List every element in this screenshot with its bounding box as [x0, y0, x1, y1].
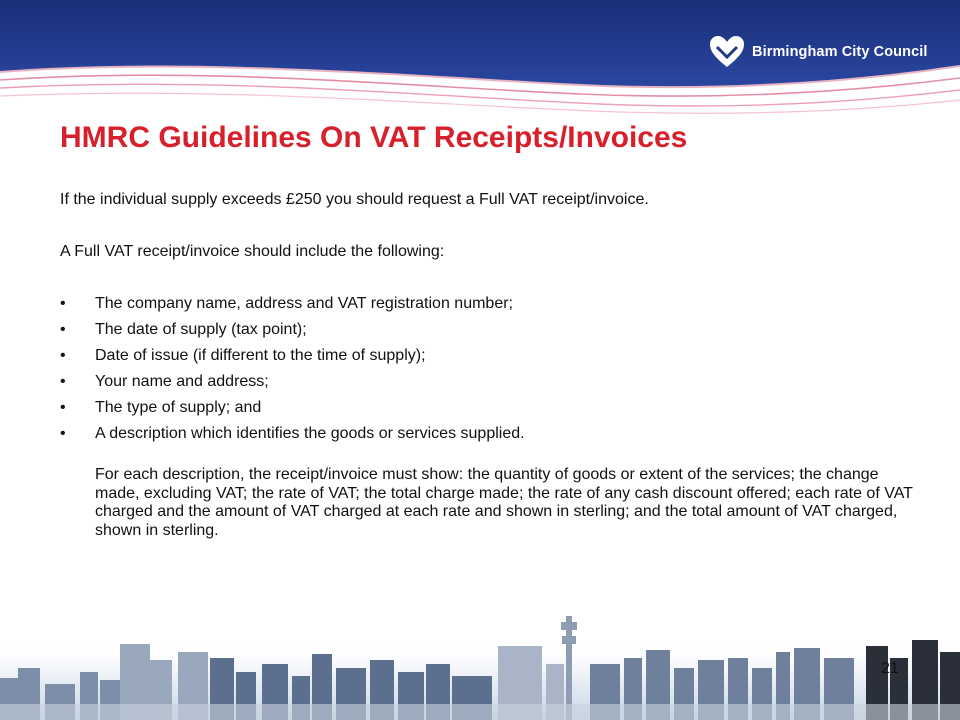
list-item — [60, 346, 525, 372]
list-item — [60, 320, 525, 346]
list-item-text: The type of supply; and — [95, 399, 262, 416]
slide-title: HMRC Guidelines On VAT Receipts/Invoices — [60, 121, 688, 154]
list-item — [60, 294, 525, 320]
page-number: 21 — [881, 660, 899, 677]
heart-logo-icon — [708, 34, 746, 70]
intro-paragraph: If the individual supply exceeds £250 you should request a Full VAT receipt/invoice. — [60, 191, 649, 208]
bullet-icon: • — [60, 347, 66, 364]
detail-paragraph: For each description, the receipt/invoice must show: the quantity of goods or extent of the services; the change made, excluding VAT; the rate of VAT; the total charge made; the rate of any cash discount offered; each rate of VAT charged and the amount of VAT charged at each rate and shown in sterling; and the total amount of VAT charged, shown in sterling. — [95, 466, 913, 539]
bullet-icon: • — [60, 321, 66, 338]
list-item-text: The date of supply (tax point); — [95, 321, 307, 338]
bullet-icon: • — [60, 399, 66, 416]
list-item-text: Date of issue (if different to the time of supply); — [95, 347, 426, 364]
bullet-icon: • — [60, 295, 66, 312]
bullet-icon: • — [60, 425, 66, 442]
include-heading: A Full VAT receipt/invoice should include the following: — [60, 243, 445, 260]
list-item-text: A description which identifies the goods or services supplied. — [95, 425, 525, 442]
list-item — [60, 372, 525, 398]
list-item — [60, 398, 525, 424]
list-item-text: The company name, address and VAT registration number; — [95, 295, 513, 312]
requirements-list — [60, 294, 525, 450]
header-banner — [0, 0, 960, 140]
birmingham-city-council-logo — [708, 34, 928, 70]
bullet-icon: • — [60, 373, 66, 390]
city-skyline-image — [0, 600, 960, 720]
list-item-text: Your name and address; — [95, 373, 269, 390]
logo-text: Birmingham City Council — [752, 44, 928, 60]
list-item — [60, 424, 525, 450]
